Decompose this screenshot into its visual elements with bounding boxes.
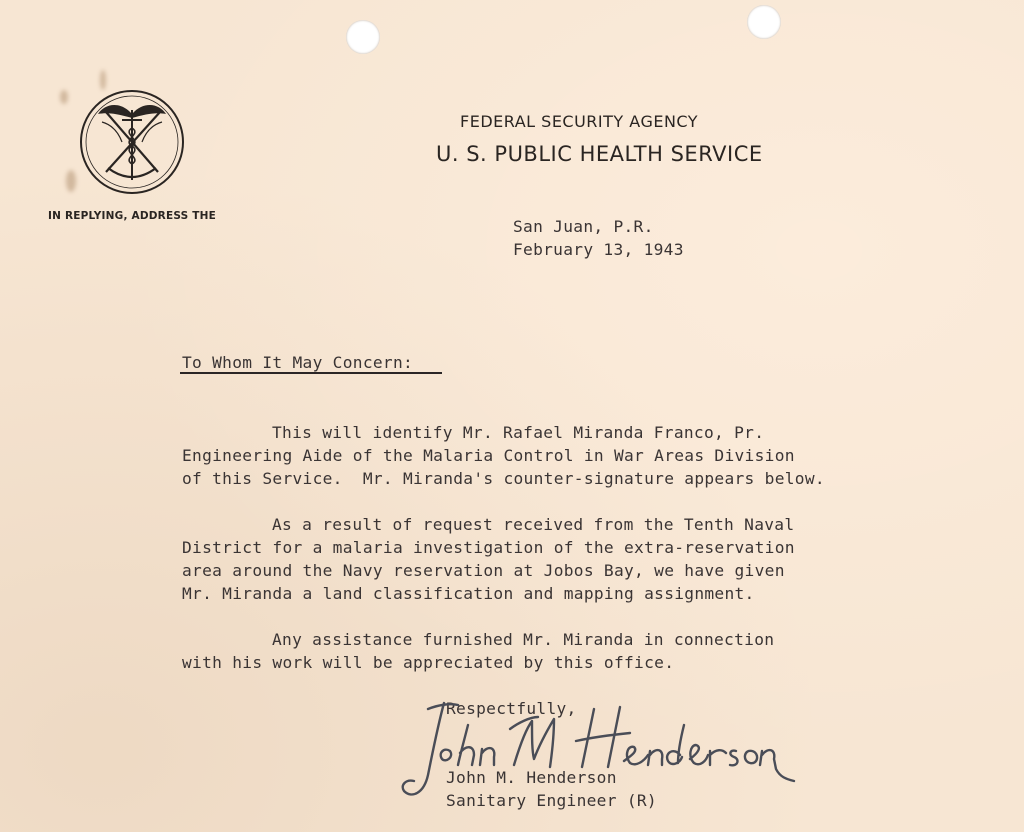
replying-note: IN REPLYING, ADDRESS THE xyxy=(48,210,216,222)
paragraph-3-line: Any assistance furnished Mr. Miranda in connection xyxy=(272,630,775,649)
salutation: To Whom It May Concern: xyxy=(182,353,414,372)
paragraph-2-line: Mr. Miranda a land classification and mapping assignment. xyxy=(182,584,755,603)
paper-stain xyxy=(66,170,76,192)
paragraph-2-line: As a result of request received from the Tenth Naval xyxy=(272,515,795,534)
signer-title: Sanitary Engineer (R) xyxy=(446,791,657,810)
paragraph-1-line: Engineering Aide of the Malaria Control in War Areas Division xyxy=(182,446,795,465)
service-name: U. S. PUBLIC HEALTH SERVICE xyxy=(436,142,763,166)
paragraph-2-line: District for a malaria investigation of the extra-reservation xyxy=(182,538,795,557)
closing: Respectfully, xyxy=(446,699,577,718)
punch-hole xyxy=(346,20,380,54)
salutation-underline xyxy=(180,372,442,374)
agency-name: FEDERAL SECURITY AGENCY xyxy=(460,112,699,131)
paragraph-1-line: of this Service. Mr. Miranda's counter-signature appears below. xyxy=(182,469,825,488)
punch-hole xyxy=(747,5,781,39)
paragraph-3-line: with his work will be appreciated by this office. xyxy=(182,653,675,672)
signer-name: John M. Henderson xyxy=(446,768,617,787)
paper-stain xyxy=(60,90,68,104)
paper-stain xyxy=(100,70,106,90)
public-health-service-seal-icon xyxy=(78,88,186,196)
paragraph-1-line: This will identify Mr. Rafael Miranda Franco, Pr. xyxy=(272,423,765,442)
paragraph-2-line: area around the Navy reservation at Jobos Bay, we have given xyxy=(182,561,785,580)
dateline-date: February 13, 1943 xyxy=(513,240,684,259)
dateline-place: San Juan, P.R. xyxy=(513,217,654,236)
